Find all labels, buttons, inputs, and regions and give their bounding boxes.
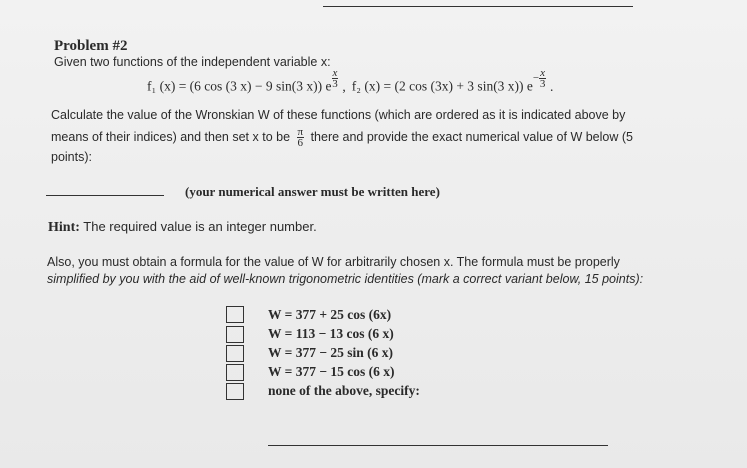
option-2-checkbox[interactable]: [226, 326, 244, 343]
f2-expression: f₂ (x) = (2 cos (3x) + 3 sin(3 x)) e: [351, 78, 533, 94]
hint-label: Hint:: [48, 220, 80, 235]
f2-exp-den: 3: [539, 78, 546, 90]
f1-exp-den: 3: [332, 78, 338, 90]
option-5-label: none of the above, specify:: [268, 383, 420, 398]
f1-expression: f₁ (x) = (6 cos (3 x) − 9 sin(3 x)) e: [147, 78, 332, 94]
formula-instructions-line-1: Also, you must obtain a formula for the value of W for arbitrarily chosen x. The formula must be properly: [47, 255, 620, 269]
hint-line: [48, 219, 317, 236]
option-3-label: W = 377 − 25 sin (6 x): [268, 345, 394, 360]
top-rule: [323, 6, 633, 7]
formula-instructions-line-2: simplified by you with the aid of well-known trigonometric identities (mark a correct variant below, 15 points):: [47, 272, 644, 286]
f1-exp-num: x: [332, 67, 338, 79]
task-line-2: [51, 127, 633, 148]
f2-end: .: [550, 78, 554, 94]
task-line-2-a: means of their indices) and then set x to be: [51, 129, 291, 144]
f2-exp-num: x: [540, 67, 546, 79]
pi-denominator: 6: [297, 137, 304, 149]
hint-text: The required value is an integer number.: [83, 219, 317, 234]
option-3-checkbox[interactable]: [226, 345, 244, 362]
task-line-3: points):: [51, 150, 92, 164]
functions-line: [147, 67, 554, 95]
option-5-checkbox[interactable]: [226, 383, 244, 400]
option-4-checkbox[interactable]: [226, 364, 244, 381]
option-1-label: W = 377 + 25 cos (6x): [268, 307, 392, 322]
task-line-1: Calculate the value of the Wronskian W of these functions (which are ordered as it is indicated above by: [51, 108, 626, 122]
answer-prompt: (your numerical answer must be written here): [185, 184, 440, 199]
f1-separator: ,: [342, 78, 346, 94]
intro-text: Given two functions of the independent variable x:: [54, 55, 331, 69]
f2-exp-sign: −: [532, 72, 540, 85]
option-2-label: W = 113 − 13 cos (6 x): [268, 326, 394, 341]
option-1-checkbox[interactable]: [226, 306, 244, 323]
pi-numerator: π: [297, 126, 304, 138]
specify-blank[interactable]: [268, 445, 608, 446]
answer-blank[interactable]: [46, 195, 164, 196]
option-4-label: W = 377 − 15 cos (6 x): [268, 364, 395, 379]
problem-title: Problem #2: [54, 38, 128, 54]
task-line-2-b: there and provide the exact numerical value of W below (5: [310, 129, 633, 144]
